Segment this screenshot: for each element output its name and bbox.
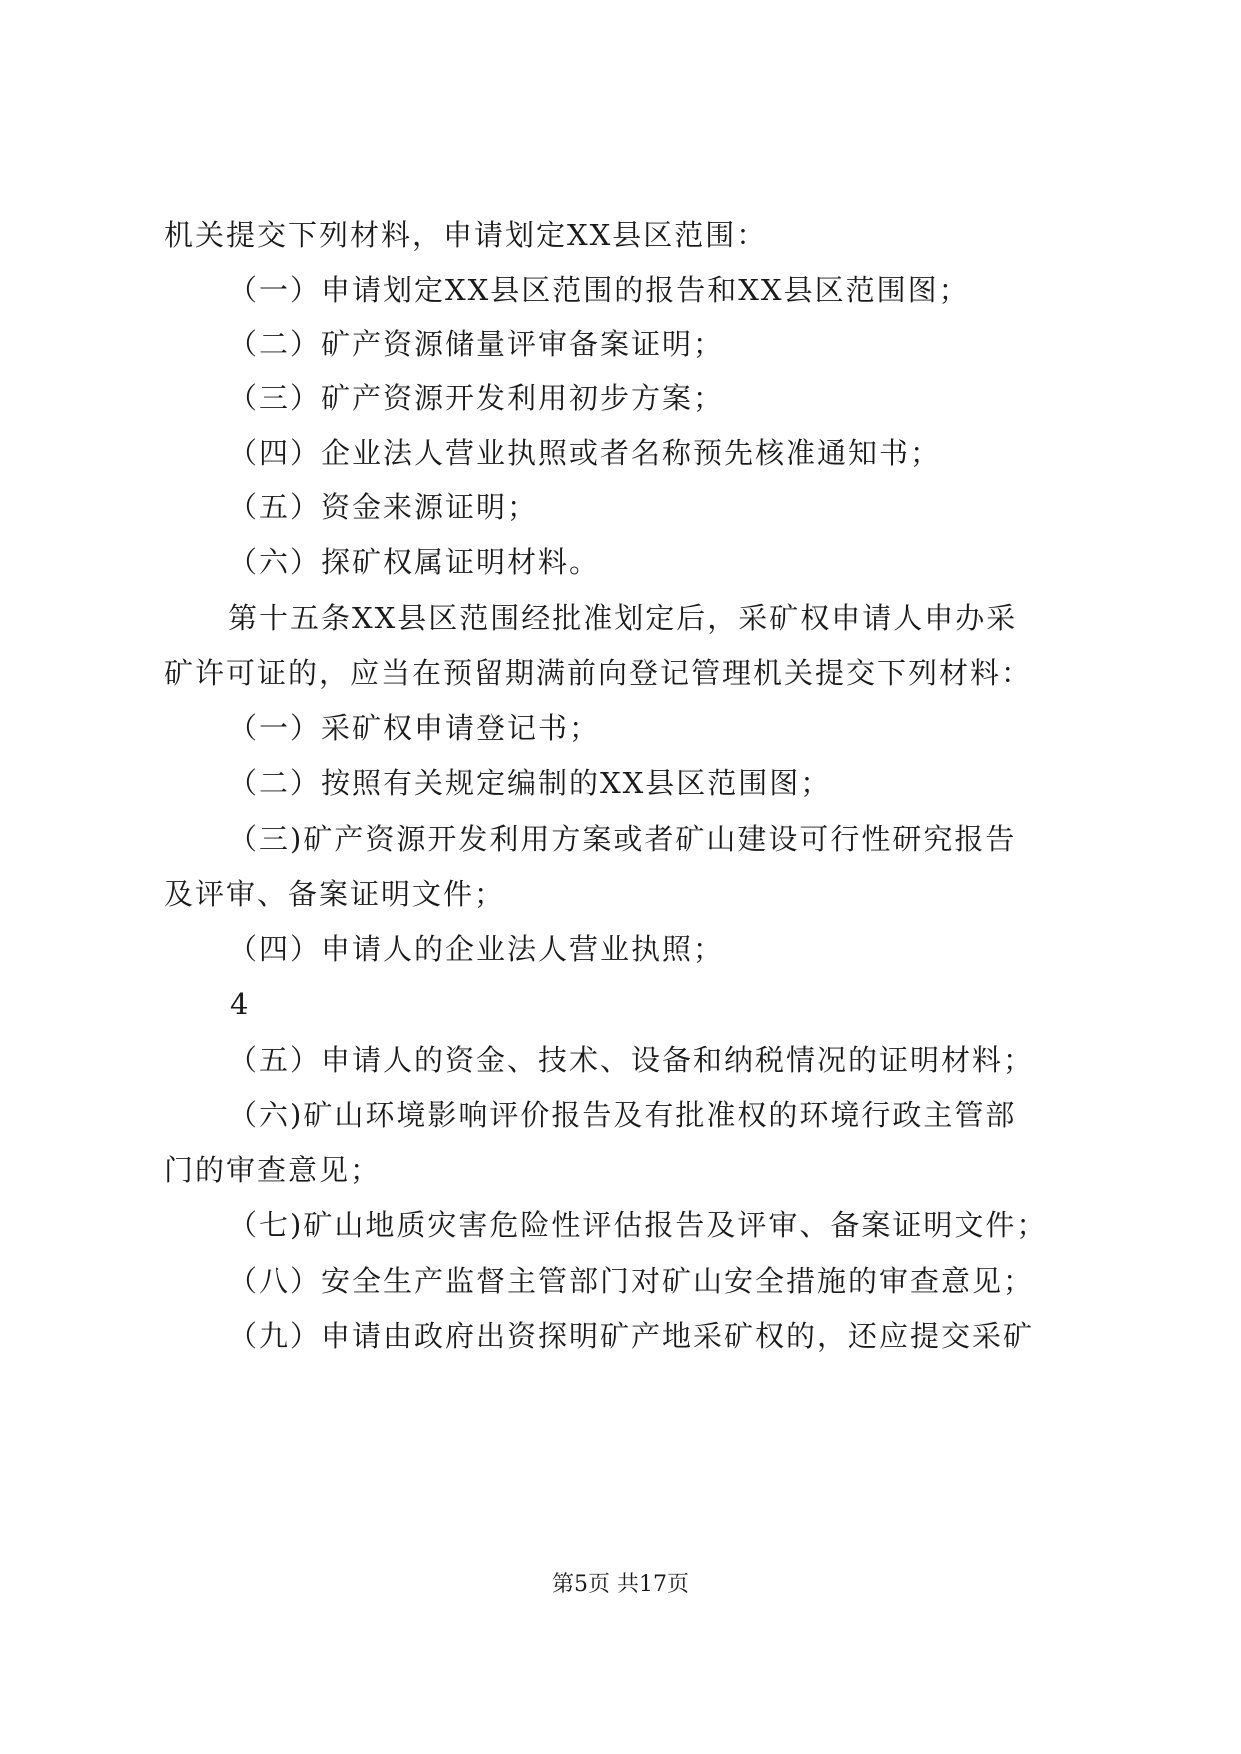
list-item: （九）申请由政府出资探明矿产地采矿权的，还应提交采矿 — [228, 1319, 1035, 1353]
list-item: （七)矿山地质灾害危险性评估报告及评审、备案证明文件； — [228, 1208, 1048, 1242]
list-item: （五）资金来源证明； — [228, 490, 539, 524]
article-heading: 第十五条XX县区范围经批准划定后，采矿权申请人申办采 — [228, 601, 1018, 635]
list-item: （五）申请人的资金、技术、设备和纳税情况的证明材料； — [228, 1043, 1035, 1077]
paragraph-line: 机关提交下列材料，申请划定XX县区范围： — [164, 218, 768, 252]
page-footer: 第5页 共17页 — [552, 1572, 689, 1597]
paragraph-line: 及评审、备案证明文件； — [164, 877, 506, 911]
list-item: （六）探矿权属证明材料。 — [228, 545, 601, 579]
list-item: （二）矿产资源储量评审备案证明； — [228, 327, 725, 361]
list-item: （一）申请划定XX县区范围的报告和XX县区范围图； — [228, 273, 970, 307]
list-item: （六)矿山环境影响评价报告及有批准权的环境行政主管部 — [228, 1098, 1017, 1132]
list-item: （一）采矿权申请登记书； — [228, 711, 601, 745]
list-item: （二）按照有关规定编制的XX县区范围图； — [228, 766, 832, 800]
list-item: （四）企业法人营业执照或者名称预先核准通知书； — [228, 436, 942, 470]
list-item: （四）申请人的企业法人营业执照； — [228, 932, 725, 966]
page-number-inline: 4 — [230, 987, 251, 1021]
list-item: （八）安全生产监督主管部门对矿山安全措施的审查意见； — [228, 1264, 1035, 1298]
list-item: （三）矿产资源开发利用初步方案； — [228, 381, 725, 415]
list-item: （三)矿产资源开发利用方案或者矿山建设可行性研究报告 — [228, 822, 1017, 856]
paragraph-line: 门的审查意见； — [164, 1153, 382, 1187]
paragraph-line: 矿许可证的，应当在预留期满前向登记管理机关提交下列材料： — [164, 656, 1033, 690]
